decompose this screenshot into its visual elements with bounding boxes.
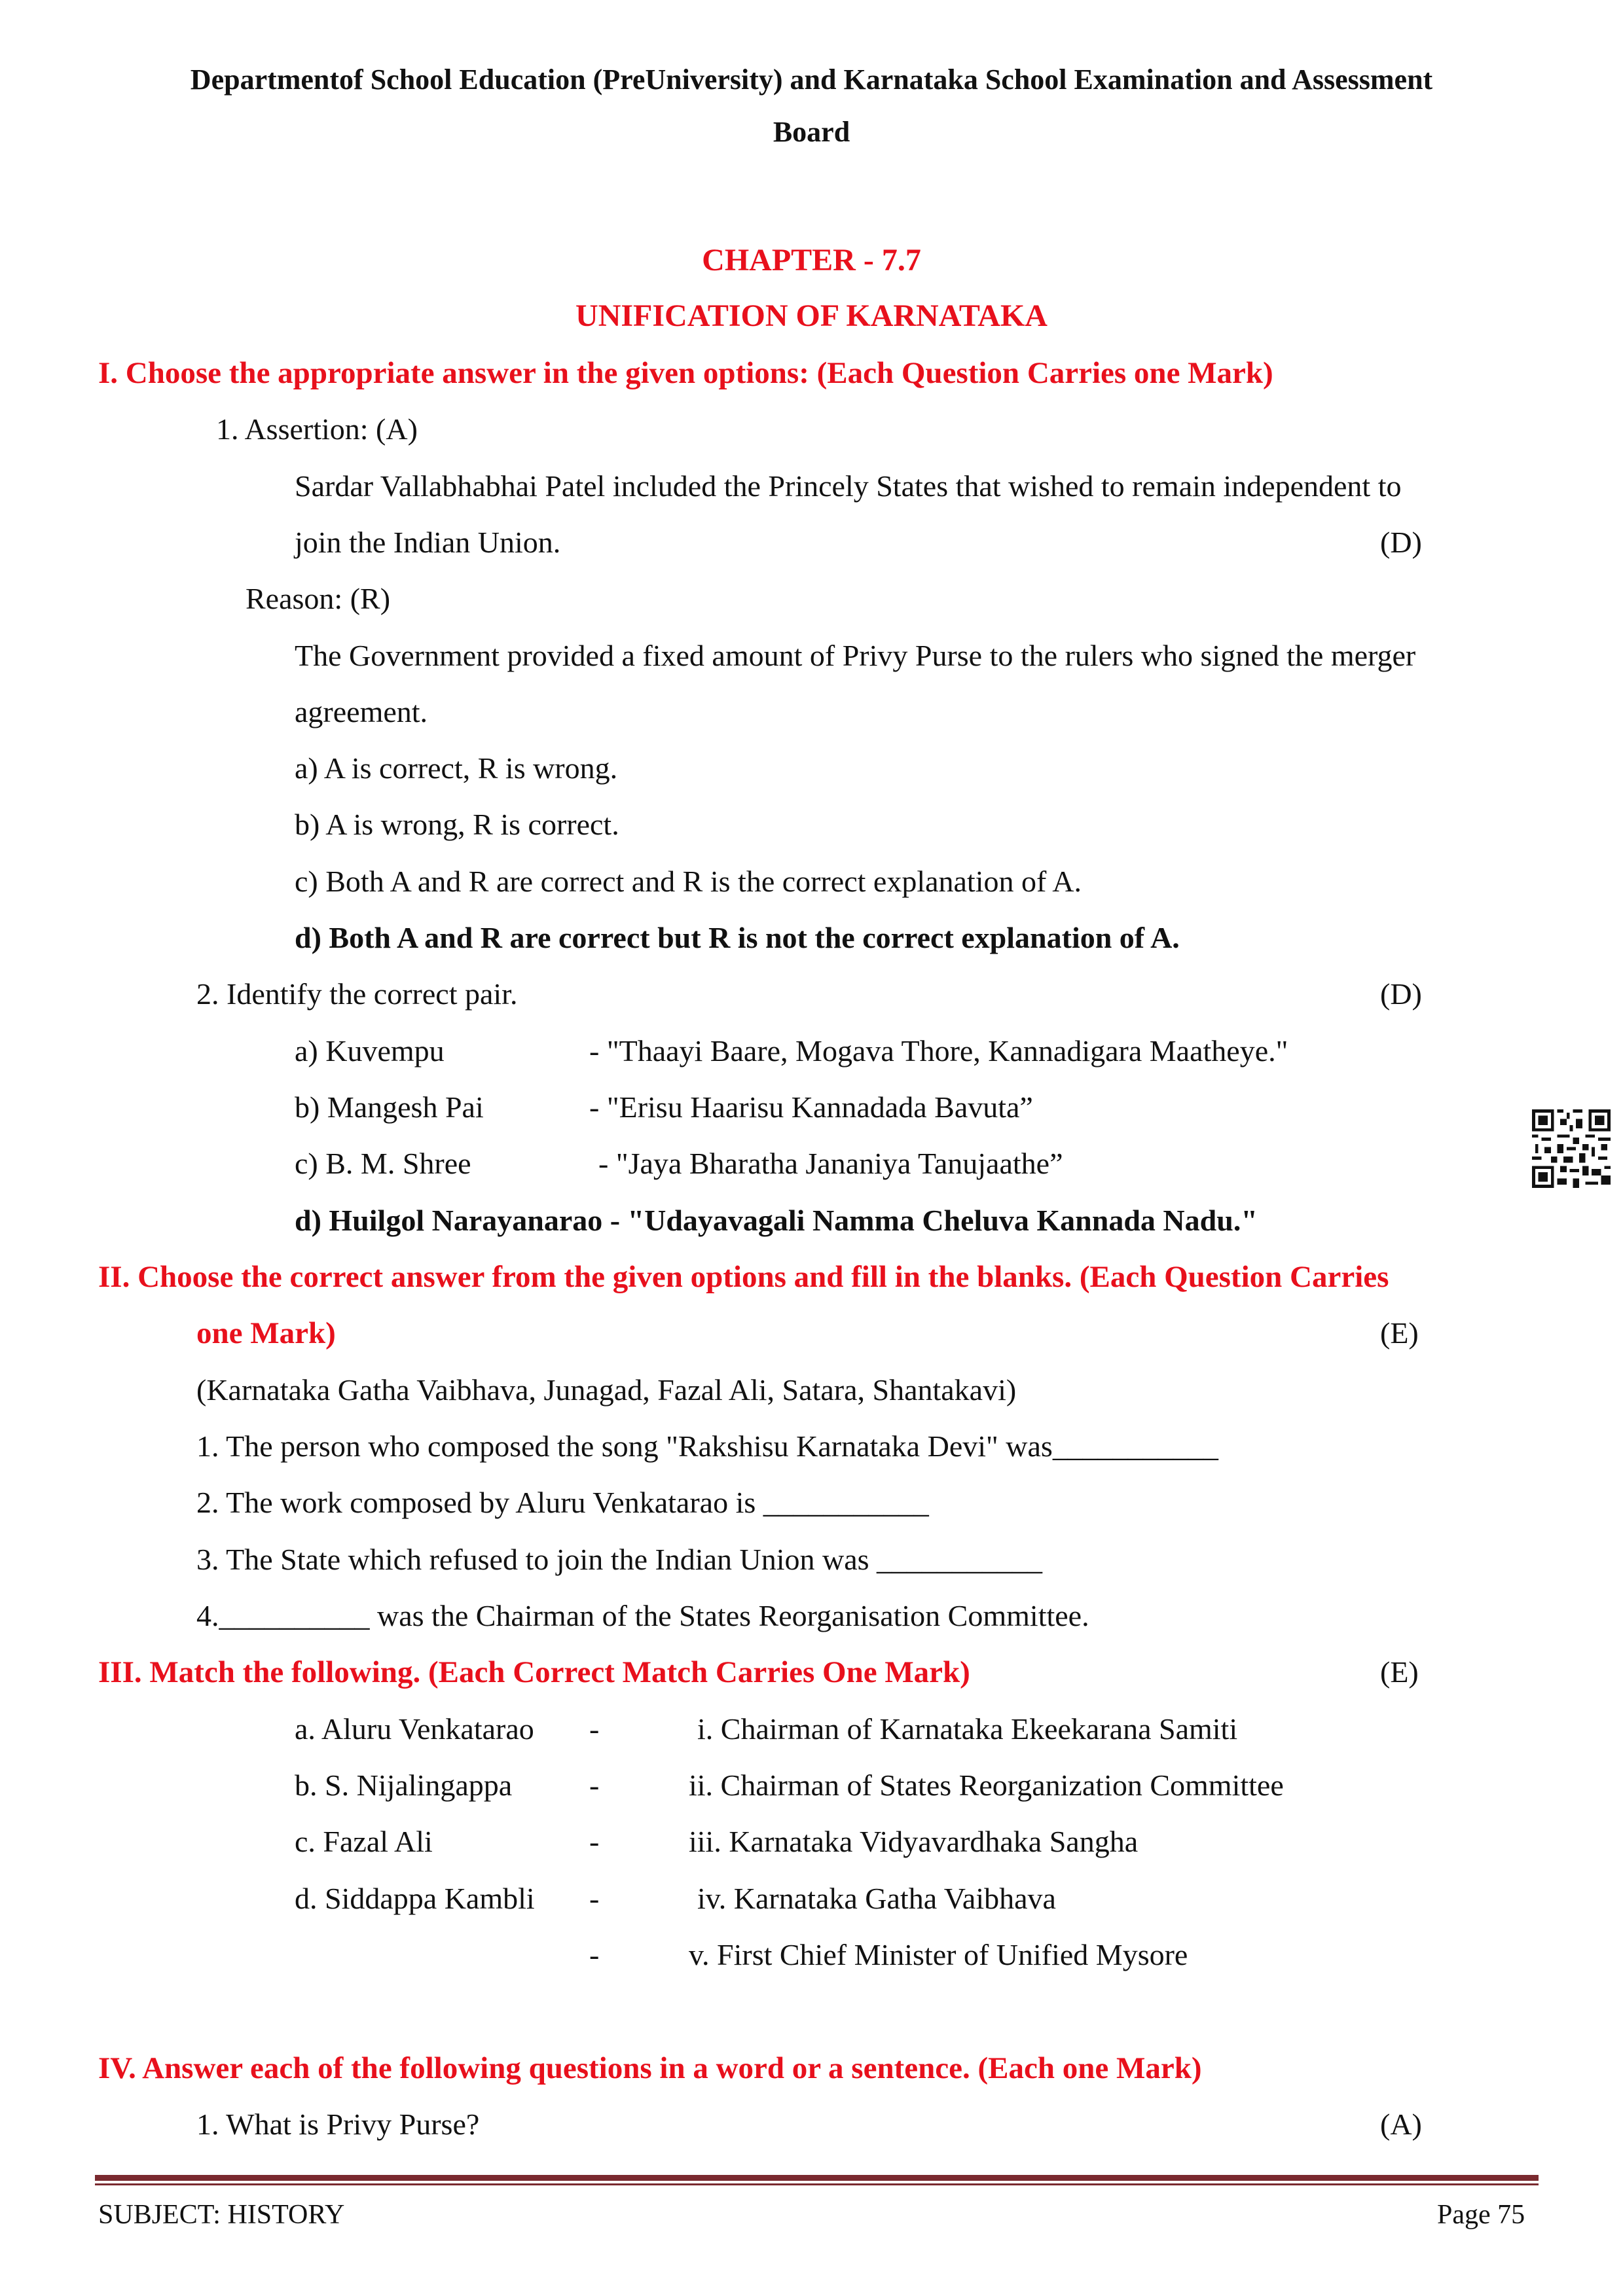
section-3-heading: III. Match the following. (Each Correct Match Carries One Mark) (98, 1655, 970, 1689)
chapter-number: CHAPTER - 7.7 (702, 243, 921, 278)
q2-pair-a-right: - "Thaayi Baare, Mogava Thore, Kannadigara Maatheye." (589, 1034, 1288, 1067)
match-dash-a: - (589, 1712, 600, 1746)
section-3-mark: (E) (1380, 1655, 1419, 1689)
section-4-question-1: 1. What is Privy Purse? (196, 2108, 480, 2141)
q2-pair-b-right: - "Erisu Haarisu Kannadada Bavuta” (589, 1090, 1033, 1124)
match-left-d: d. Siddappa Kambli (295, 1882, 535, 1915)
footer-subject: SUBJECT: HISTORY (98, 2200, 345, 2230)
fill-blank-4: 4.__________ was the Chairman of the States Reorganisation Committee. (196, 1599, 1089, 1632)
q1-mark: (D) (1380, 526, 1422, 559)
qr-code-icon (1532, 1109, 1611, 1188)
q1-reason-line-2: agreement. (295, 695, 428, 728)
q1-option-b: b) A is wrong, R is correct. (295, 808, 619, 841)
section-2-options: (Karnataka Gatha Vaibhava, Junagad, Fazal Ali, Satara, Shantakavi) (196, 1373, 1017, 1407)
q2-mark: (D) (1380, 977, 1422, 1011)
match-dash-d: - (589, 1882, 600, 1915)
fill-blank-1: 1. The person who composed the song "Rakshisu Karnataka Devi" was___________ (196, 1429, 1218, 1463)
section-1-heading: I. Choose the appropriate answer in the given options: (Each Question Carries one Mark) (98, 356, 1273, 390)
match-dash-c: - (589, 1825, 600, 1858)
footer-rule-thick (95, 2175, 1539, 2181)
match-left-a: a. Aluru Venkatarao (295, 1712, 534, 1746)
section-2-mark: (E) (1380, 1316, 1419, 1350)
q1-option-d-answer: d) Both A and R are correct but R is not the correct explanation of A. (295, 921, 1180, 954)
section-4-mark: (A) (1380, 2108, 1422, 2141)
section-2-heading-line-1: II. Choose the correct answer from the given options and fill in the blanks. (Each Question Carries (98, 1260, 1389, 1294)
fill-blank-3: 3. The State which refused to join the Indian Union was ___________ (196, 1543, 1043, 1576)
q2-pair-d-answer: d) Huilgol Narayanarao - "Udayavagali Namma Cheluva Kannada Nadu." (295, 1204, 1258, 1237)
q1-assertion-line-1: Sardar Vallabhabhai Patel included the Princely States that wished to remain independent to (295, 469, 1402, 503)
q1-assertion-line-2: join the Indian Union. (295, 526, 561, 559)
match-dash-b: - (589, 1768, 600, 1802)
match-right-v: v. First Chief Minister of Unified Mysore (689, 1938, 1188, 1971)
match-right-ii: ii. Chairman of States Reorganization Committee (689, 1768, 1284, 1802)
match-dash-e: - (589, 1938, 600, 1971)
match-right-i: i. Chairman of Karnataka Ekeekarana Samiti (697, 1712, 1238, 1746)
q2-pair-b-left: b) Mangesh Pai (295, 1090, 484, 1124)
q2-pair-c-right: - "Jaya Bharatha Jananiya Tanujaathe” (598, 1147, 1063, 1180)
q2-pair-a-left: a) Kuvempu (295, 1034, 445, 1067)
section-2-heading-line-2: one Mark) (196, 1316, 336, 1350)
match-right-iii: iii. Karnataka Vidyavardhaka Sangha (689, 1825, 1139, 1858)
q1-reason-label: Reason: (R) (246, 582, 391, 615)
q1-option-a: a) A is correct, R is wrong. (295, 751, 618, 785)
section-4-heading: IV. Answer each of the following questions in a word or a sentence. (Each one Mark) (98, 2051, 1202, 2085)
q2-question: 2. Identify the correct pair. (196, 977, 518, 1011)
match-right-iv: iv. Karnataka Gatha Vaibhava (697, 1882, 1056, 1915)
footer-rule-thin (95, 2183, 1539, 2185)
q1-reason-line-1: The Government provided a fixed amount of Privy Purse to the rulers who signed the merger (295, 639, 1416, 672)
fill-blank-2: 2. The work composed by Aluru Venkatarao is ___________ (196, 1486, 929, 1519)
q2-pair-c-left: c) B. M. Shree (295, 1147, 471, 1180)
header-line-2: Board (773, 116, 850, 148)
header-line-1: Departmentof School Education (PreUniversity) and Karnataka School Examination and Assessment (190, 63, 1433, 96)
footer-page-number: Page 75 (1437, 2200, 1525, 2230)
match-left-c: c. Fazal Ali (295, 1825, 433, 1858)
q1-assertion-label: 1. Assertion: (A) (216, 412, 418, 446)
chapter-title: UNIFICATION OF KARNATAKA (575, 298, 1048, 333)
match-left-b: b. S. Nijalingappa (295, 1768, 513, 1802)
q1-option-c: c) Both A and R are correct and R is the correct explanation of A. (295, 865, 1082, 898)
